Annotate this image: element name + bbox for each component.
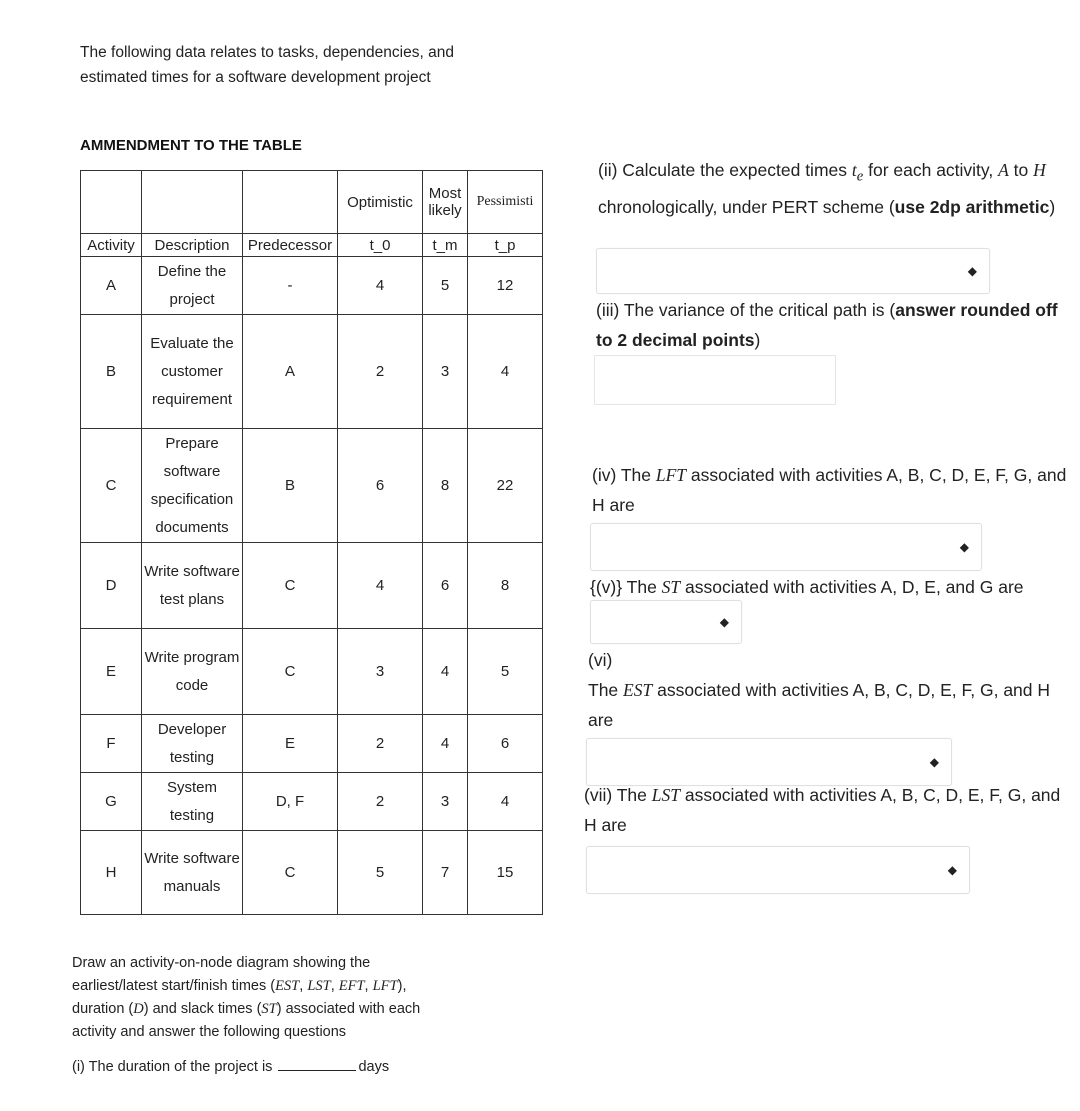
cell-predecessor: A — [243, 315, 338, 429]
table-row — [81, 257, 543, 315]
cell-activity: G — [81, 773, 142, 831]
cell-description: Prepare software specification documents — [142, 429, 243, 543]
cell-predecessor: D, F — [243, 773, 338, 831]
cell-description: Write software manuals — [142, 831, 243, 915]
cell-tm: 6 — [423, 543, 468, 629]
intro-text: The following data relates to tasks, dependencies, and estimated times for a software development project — [80, 44, 454, 86]
q3-text: ) — [754, 330, 761, 350]
question-3 — [596, 295, 1071, 355]
q7-text: associated with activities A, B, C, D, E, F, G, and H are — [584, 785, 1061, 835]
cell-t0: 3 — [338, 629, 423, 715]
task-table — [80, 170, 543, 915]
question-1-suffix: days — [358, 1059, 390, 1075]
cell-tm: 7 — [423, 831, 468, 915]
cell-activity: H — [81, 831, 142, 915]
question-7 — [584, 780, 1070, 840]
cell-t0: 2 — [338, 315, 423, 429]
sort-arrows-icon: ◆ — [929, 755, 939, 769]
cell-activity: E — [81, 629, 142, 715]
cell-activity: C — [81, 429, 142, 543]
cell-t0: 4 — [338, 257, 423, 315]
q6-text: The — [588, 680, 624, 700]
cell-tp: 15 — [468, 831, 543, 915]
cell-tm: 4 — [423, 629, 468, 715]
sort-arrows-icon: ◆ — [967, 264, 977, 278]
table-row — [81, 429, 543, 543]
math-te — [851, 160, 864, 185]
header-description: Description — [142, 234, 243, 257]
header-t0: t_0 — [338, 234, 423, 257]
table-row — [81, 629, 543, 715]
question-5 — [590, 572, 1070, 602]
cell-predecessor: B — [243, 429, 338, 543]
cell-t0: 5 — [338, 831, 423, 915]
header-optimistic: Optimistic — [338, 171, 423, 234]
draw-instruction — [72, 952, 452, 1044]
math-lft: LFT — [372, 978, 398, 994]
header-tm: t_m — [423, 234, 468, 257]
amendment-title: AMMENDMENT TO THE TABLE — [80, 137, 302, 154]
instruction-text: ), duration ( — [72, 978, 407, 1017]
q2-text: chronologically, under PERT scheme ( — [598, 196, 895, 217]
cell-predecessor: C — [243, 629, 338, 715]
instruction-text: , — [364, 978, 373, 994]
table-row — [81, 543, 543, 629]
math-eft: EFT — [338, 978, 365, 994]
table-row — [81, 315, 543, 429]
cell-predecessor: E — [243, 715, 338, 773]
q4-answer-dropdown[interactable] — [590, 523, 982, 571]
table-subheader-row — [81, 234, 543, 257]
sort-arrows-icon: ◆ — [947, 863, 957, 877]
header-tp: t_p — [468, 234, 543, 257]
q3-text: (iii) The variance of the critical path is ( — [596, 300, 896, 320]
cell-tp: 12 — [468, 257, 543, 315]
header-cell — [243, 171, 338, 234]
math-est: EST — [275, 978, 300, 994]
header-cell — [81, 171, 142, 234]
cell-tm: 3 — [423, 315, 468, 429]
cell-description: Write software test plans — [142, 543, 243, 629]
sort-arrows-icon: ◆ — [959, 540, 969, 554]
math-est: EST — [623, 680, 653, 700]
cell-description: System testing — [142, 773, 243, 831]
math-d: D — [133, 1001, 144, 1017]
q6-answer-dropdown[interactable] — [586, 738, 952, 786]
cell-activity: A — [81, 257, 142, 315]
cell-description: Write program code — [142, 629, 243, 715]
q3-bold: answer rounded off to 2 decimal points — [596, 300, 1058, 350]
cell-predecessor: C — [243, 543, 338, 629]
cell-t0: 6 — [338, 429, 423, 543]
math-a: A — [998, 160, 1009, 180]
q5-answer-dropdown[interactable] — [590, 600, 742, 644]
cell-description: Evaluate the customer requirement — [142, 315, 243, 429]
cell-t0: 4 — [338, 543, 423, 629]
q4-text: associated with activities A, B, C, D, E, F, G, and H are — [592, 465, 1067, 515]
cell-tm: 4 — [423, 715, 468, 773]
cell-tp: 6 — [468, 715, 543, 773]
q7-text: (vii) The — [584, 785, 652, 805]
math-h: H — [1033, 160, 1046, 180]
q2-text: (ii) Calculate the expected times — [598, 160, 852, 180]
math-st: ST — [661, 577, 681, 597]
table-row — [81, 831, 543, 915]
instruction-text: ) associated with each activity and answer the following questions — [72, 1001, 421, 1040]
q5-text: {(v)} The — [590, 577, 662, 597]
q2-text: for each activity, — [863, 160, 999, 180]
cell-t0: 2 — [338, 715, 423, 773]
cell-activity: F — [81, 715, 142, 773]
cell-tp: 4 — [468, 315, 543, 429]
header-predecessor: Predecessor — [243, 234, 338, 257]
q5-text: associated with activities A, D, E, and G are — [680, 577, 1024, 597]
q6-text: associated with activities A, B, C, D, E, F, G, and H are — [588, 680, 1051, 730]
header-most-likely: Most likely — [423, 171, 468, 234]
q4-text: (iv) The — [592, 465, 656, 485]
cell-predecessor: C — [243, 831, 338, 915]
q2-answer-dropdown[interactable] — [596, 248, 990, 294]
math-e: e — [856, 168, 864, 185]
cell-predecessor: - — [243, 257, 338, 315]
math-st: ST — [261, 1001, 277, 1017]
cell-tm: 3 — [423, 773, 468, 831]
math-t: t — [851, 160, 857, 180]
question-6 — [588, 645, 1072, 735]
math-lft: LFT — [655, 465, 687, 485]
sort-arrows-icon: ◆ — [719, 615, 729, 629]
table-row — [81, 715, 543, 773]
instruction-text: , — [299, 978, 308, 994]
question-2 — [598, 155, 1068, 222]
math-lst: LST — [651, 785, 680, 805]
cell-tp: 5 — [468, 629, 543, 715]
cell-description: Developer testing — [142, 715, 243, 773]
header-cell — [142, 171, 243, 234]
table-header-row — [81, 171, 543, 234]
cell-description: Define the project — [142, 257, 243, 315]
question-1-prefix: (i) The duration of the project is — [72, 1059, 273, 1075]
q2-text: to — [1008, 160, 1034, 180]
cell-t0: 2 — [338, 773, 423, 831]
header-activity: Activity — [81, 234, 142, 257]
instruction-text: ) and slack times ( — [143, 1001, 262, 1017]
cell-tm: 8 — [423, 429, 468, 543]
q2-text: ) — [1049, 196, 1056, 217]
q6-label: (vi) — [588, 650, 613, 670]
q2-bold: use 2dp arithmetic — [894, 196, 1050, 217]
cell-tp: 4 — [468, 773, 543, 831]
cell-activity: B — [81, 315, 142, 429]
math-lst: LST — [307, 978, 331, 994]
cell-tp: 22 — [468, 429, 543, 543]
q7-answer-dropdown[interactable] — [586, 846, 970, 894]
answer-blank[interactable] — [278, 1056, 356, 1071]
question-4 — [592, 460, 1072, 520]
header-pessimistic: Pessimisti — [468, 171, 543, 234]
cell-activity: D — [81, 543, 142, 629]
table-row — [81, 773, 543, 831]
instruction-text: Draw an activity-on-node diagram showing the earliest/latest start/finish times ( — [72, 955, 371, 994]
instruction-text: , — [330, 978, 339, 994]
q3-answer-input[interactable] — [594, 355, 836, 405]
cell-tm: 5 — [423, 257, 468, 315]
cell-tp: 8 — [468, 543, 543, 629]
question-1 — [72, 1056, 389, 1075]
